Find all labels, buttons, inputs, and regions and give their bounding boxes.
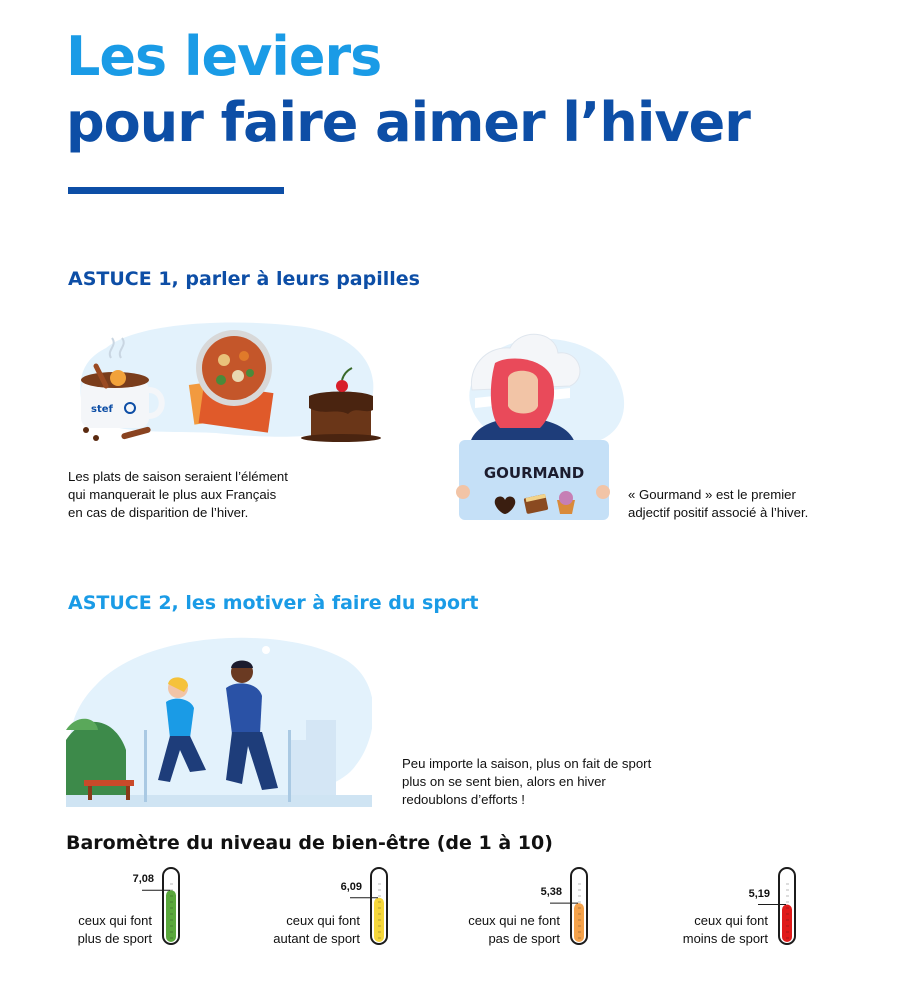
- thermometer-fill: [574, 903, 584, 942]
- thermometer-fill: [166, 890, 176, 942]
- svg-text:stef: stef: [91, 404, 113, 415]
- thermometer-label: ceux qui font autant de sport: [273, 913, 360, 946]
- thermometer-value: 5,38: [540, 886, 562, 899]
- astuce-2-heading: ASTUCE 2, les motiver à faire du sport: [68, 592, 479, 614]
- thermometer-label: ceux qui ne font pas de sport: [468, 913, 560, 946]
- thermometer-pas-de-sport: [456, 866, 590, 950]
- thermometer-icon: [776, 866, 798, 948]
- astuce-2-caption: Peu importe la saison, plus on fait de sport plus on se sent bien, alors en hiver redoublons d’efforts !: [402, 756, 652, 807]
- title-underline: [68, 187, 284, 194]
- thermometer-icon: [568, 866, 590, 948]
- title-line-2: pour faire aimer l’hiver: [66, 91, 750, 154]
- joggers-illustration: [66, 630, 372, 810]
- sign-label: GOURMAND: [483, 464, 585, 482]
- thermometer-icon: [368, 866, 390, 948]
- thermometer-label: ceux qui font plus de sport: [77, 913, 152, 946]
- thermometer-autant-de-sport: [262, 866, 390, 950]
- astuce-1-caption-right: « Gourmand » est le premier adjectif positif associé à l’hiver.: [628, 487, 809, 520]
- seasonal-food-illustration: [66, 318, 384, 448]
- thermometer-label: ceux qui font moins de sport: [682, 913, 768, 946]
- thermometer-plus-de-sport: [66, 866, 182, 950]
- astuce-1-caption-left: Les plats de saison seraient l’élément qui manquerait le plus aux Français en cas de disparition de l’hiver.: [68, 469, 288, 520]
- thermometer-moins-de-sport: [668, 866, 798, 950]
- thermometer-value: 7,08: [132, 873, 154, 886]
- astuce-1-heading: ASTUCE 1, parler à leurs papilles: [68, 268, 420, 290]
- thermometer-icon: [160, 866, 182, 948]
- barometre-heading: Baromètre du niveau de bien-être (de 1 à 10): [66, 832, 553, 854]
- hands-icon: [453, 480, 623, 504]
- thermometer-value: 5,19: [748, 887, 770, 900]
- title-line-1: Les leviers: [66, 25, 382, 88]
- thermometer-fill: [782, 905, 792, 942]
- thermometer-value: 6,09: [340, 880, 362, 893]
- page-title: [66, 24, 750, 156]
